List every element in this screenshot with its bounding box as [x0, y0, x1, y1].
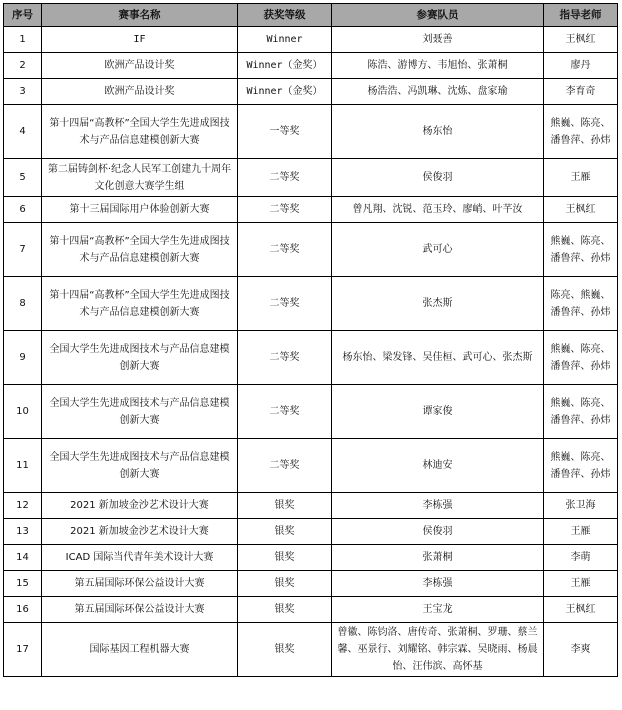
cell-award: 银奖	[238, 571, 332, 597]
cell-competition: 国际基因工程机器大赛	[42, 623, 238, 677]
cell-members: 曾凡翔、沈锐、范玉玲、廖峭、叶芊汝	[332, 197, 544, 223]
cell-competition: 第五届国际环保公益设计大赛	[42, 597, 238, 623]
cell-competition: 全国大学生先进成图技术与产品信息建模创新大赛	[42, 439, 238, 493]
cell-advisor: 张卫海	[544, 493, 618, 519]
cell-advisor: 熊巍、陈亮、潘鲁萍、孙炜	[544, 385, 618, 439]
cell-number: 4	[4, 105, 42, 159]
cell-number: 11	[4, 439, 42, 493]
cell-advisor: 李育奇	[544, 79, 618, 105]
header-members: 参赛队员	[332, 4, 544, 27]
cell-number: 10	[4, 385, 42, 439]
cell-number: 2	[4, 53, 42, 79]
cell-number: 7	[4, 223, 42, 277]
cell-award: 银奖	[238, 519, 332, 545]
table-row	[4, 623, 618, 677]
cell-members: 陈浩、游博方、韦旭怡、张萧桐	[332, 53, 544, 79]
cell-competition: 第五届国际环保公益设计大赛	[42, 571, 238, 597]
cell-members: 李栋强	[332, 571, 544, 597]
table-row	[4, 105, 618, 159]
cell-award: 二等奖	[238, 385, 332, 439]
cell-number: 3	[4, 79, 42, 105]
cell-award: 银奖	[238, 545, 332, 571]
table-row	[4, 53, 618, 79]
cell-competition: 欧洲产品设计奖	[42, 53, 238, 79]
cell-competition: 2021 新加坡金沙艺术设计大赛	[42, 519, 238, 545]
cell-competition: 2021 新加坡金沙艺术设计大赛	[42, 493, 238, 519]
header-award: 获奖等级	[238, 4, 332, 27]
cell-award: 二等奖	[238, 331, 332, 385]
cell-number: 15	[4, 571, 42, 597]
cell-advisor: 熊巍、陈亮、潘鲁萍、孙炜	[544, 223, 618, 277]
cell-advisor: 熊巍、陈亮、潘鲁萍、孙炜	[544, 105, 618, 159]
cell-number: 1	[4, 27, 42, 53]
cell-competition: 全国大学生先进成图技术与产品信息建模创新大赛	[42, 331, 238, 385]
table-row	[4, 597, 618, 623]
cell-members: 侯俊羽	[332, 159, 544, 197]
cell-members: 林迪安	[332, 439, 544, 493]
cell-competition: 第十四届“高教杯”全国大学生先进成图技术与产品信息建模创新大赛	[42, 223, 238, 277]
header-competition: 赛事名称	[42, 4, 238, 27]
cell-competition: 欧洲产品设计奖	[42, 79, 238, 105]
header-row	[4, 4, 618, 27]
cell-award: 二等奖	[238, 159, 332, 197]
cell-number: 5	[4, 159, 42, 197]
cell-award: 一等奖	[238, 105, 332, 159]
cell-members: 王宝龙	[332, 597, 544, 623]
table-row	[4, 79, 618, 105]
cell-advisor: 李萌	[544, 545, 618, 571]
cell-number: 17	[4, 623, 42, 677]
cell-award: 银奖	[238, 597, 332, 623]
cell-award: 银奖	[238, 493, 332, 519]
awards-table	[3, 3, 618, 677]
cell-number: 16	[4, 597, 42, 623]
cell-members: 杨浩浩、冯凯琳、沈炼、盘家瑜	[332, 79, 544, 105]
cell-competition: 第十四届“高教杯”全国大学生先进成图技术与产品信息建模创新大赛	[42, 105, 238, 159]
cell-award: Winner	[238, 27, 332, 53]
table-row	[4, 331, 618, 385]
cell-advisor: 王雁	[544, 159, 618, 197]
cell-members: 武可心	[332, 223, 544, 277]
table-row	[4, 27, 618, 53]
cell-competition: 第十四届“高教杯”全国大学生先进成图技术与产品信息建模创新大赛	[42, 277, 238, 331]
table-row	[4, 223, 618, 277]
cell-competition: 全国大学生先进成图技术与产品信息建模创新大赛	[42, 385, 238, 439]
table-row	[4, 439, 618, 493]
cell-advisor: 王枫红	[544, 197, 618, 223]
cell-advisor: 王枫红	[544, 27, 618, 53]
cell-number: 14	[4, 545, 42, 571]
cell-award: Winner（金奖）	[238, 79, 332, 105]
cell-number: 6	[4, 197, 42, 223]
cell-competition: 第二届铸剑杯·纪念人民军工创建九十周年文化创意大赛学生组	[42, 159, 238, 197]
cell-award: Winner（金奖）	[238, 53, 332, 79]
cell-advisor: 王雁	[544, 519, 618, 545]
table-row	[4, 519, 618, 545]
table-row	[4, 197, 618, 223]
cell-advisor: 李爽	[544, 623, 618, 677]
cell-members: 侯俊羽	[332, 519, 544, 545]
cell-members: 杨东怡、梁发锋、吴佳桓、武可心、张杰斯	[332, 331, 544, 385]
cell-members: 曾徽、陈钧洛、唐传奇、张萧桐、罗珊、蔡兰馨、巫景行、刘耀铭、韩宗霖、吴晓雨、杨晨怡、汪伟滨、高怀基	[332, 623, 544, 677]
header-advisor: 指导老师	[544, 4, 618, 27]
cell-members: 刘聂善	[332, 27, 544, 53]
cell-advisor: 王雁	[544, 571, 618, 597]
cell-number: 9	[4, 331, 42, 385]
cell-members: 谭家俊	[332, 385, 544, 439]
cell-competition: ICAD 国际当代青年美术设计大赛	[42, 545, 238, 571]
cell-award: 二等奖	[238, 223, 332, 277]
cell-award: 二等奖	[238, 277, 332, 331]
cell-members: 杨东怡	[332, 105, 544, 159]
cell-award: 二等奖	[238, 197, 332, 223]
cell-award: 银奖	[238, 623, 332, 677]
cell-members: 李栋强	[332, 493, 544, 519]
cell-number: 13	[4, 519, 42, 545]
cell-advisor: 熊巍、陈亮、潘鲁萍、孙炜	[544, 331, 618, 385]
cell-competition: 第十三届国际用户体验创新大赛	[42, 197, 238, 223]
cell-award: 二等奖	[238, 439, 332, 493]
cell-members: 张杰斯	[332, 277, 544, 331]
cell-competition: IF	[42, 27, 238, 53]
cell-advisor: 熊巍、陈亮、潘鲁萍、孙炜	[544, 439, 618, 493]
header-number: 序号	[4, 4, 42, 27]
table-row	[4, 277, 618, 331]
cell-members: 张萧桐	[332, 545, 544, 571]
table-row	[4, 385, 618, 439]
table-row	[4, 159, 618, 197]
cell-number: 8	[4, 277, 42, 331]
table-row	[4, 545, 618, 571]
cell-number: 12	[4, 493, 42, 519]
cell-advisor: 廖丹	[544, 53, 618, 79]
cell-advisor: 王枫红	[544, 597, 618, 623]
table-row	[4, 493, 618, 519]
table-row	[4, 571, 618, 597]
cell-advisor: 陈亮、熊巍、潘鲁萍、孙炜	[544, 277, 618, 331]
